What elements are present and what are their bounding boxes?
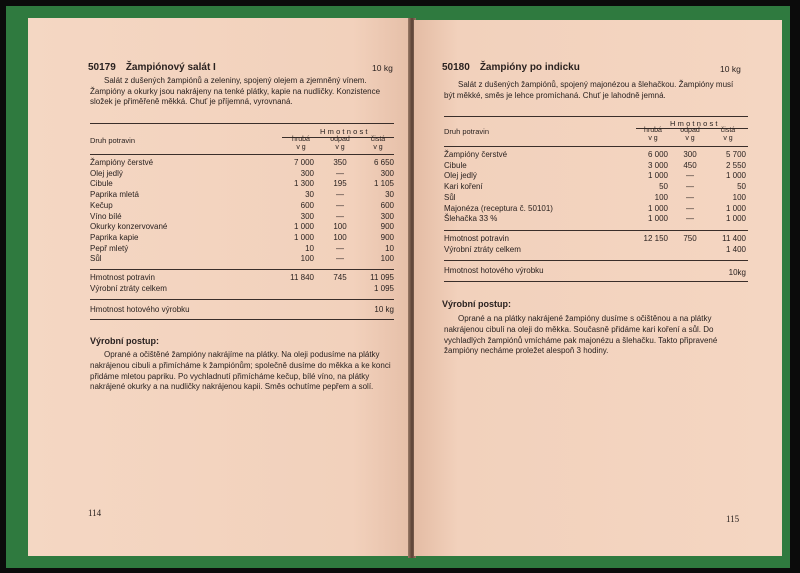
- net-value: 300: [380, 211, 394, 221]
- ingredient-name: Okurky konzervované: [90, 222, 168, 232]
- ingredient-name: Žampióny čerstvé: [444, 150, 508, 159]
- loss-label: Výrobní ztráty celkem: [444, 245, 521, 254]
- net-value: 1 000: [725, 214, 746, 224]
- net-value: 900: [380, 232, 394, 242]
- table-rule: [90, 269, 394, 270]
- recipe-name: Žampiónový salát I: [125, 62, 216, 73]
- waste-value: —: [336, 243, 344, 253]
- page-number: 115: [726, 514, 740, 524]
- table-rule: [444, 230, 748, 231]
- table-rule: [90, 154, 394, 155]
- header-gross: hrubá: [644, 127, 662, 134]
- waste-value: 350: [333, 158, 347, 167]
- header-unit: v g: [648, 135, 658, 142]
- total-gross: 11 840: [290, 273, 314, 282]
- ingredient-name: Sůl: [90, 254, 102, 264]
- waste-value: 450: [683, 160, 697, 170]
- gross-value: 100: [300, 254, 314, 264]
- header-net: čistá: [720, 127, 736, 134]
- table-rule: [90, 123, 394, 124]
- ingredient-name: Olej jedlý: [90, 168, 123, 178]
- net-value: 1 000: [725, 171, 746, 181]
- gross-value: 600: [300, 200, 314, 210]
- waste-value: 100: [333, 232, 347, 242]
- header-weight: Hmotnost: [320, 127, 370, 136]
- gross-value: 1 000: [647, 171, 668, 181]
- ingredient-name: Pepř mletý: [90, 243, 129, 253]
- right-page: [414, 20, 782, 556]
- procedure-text: Oprané a na plátky nakrájené žampióny dusíme s očištěnou a na plátky nakrájenou cibulí na oleji do měkka. Současně přidáme kari koření a sůl. Do vychladlých žampiónů vmícháme pak majonézu a šlehačku. Takto připravené žampióny necháme proležet alespoň 3 hodiny.: [444, 314, 718, 356]
- ingredient-name: Víno bílé: [90, 211, 122, 221]
- net-value: 5 700: [725, 150, 746, 159]
- total-gross: 12 150: [643, 234, 668, 243]
- header-unit: v g: [335, 144, 345, 151]
- total-waste: 745: [333, 273, 347, 282]
- waste-value: —: [336, 200, 344, 210]
- gross-value: 3 000: [647, 160, 668, 170]
- loss-label: Výrobní ztráty celkem: [90, 284, 167, 293]
- header-waste: odpad: [330, 136, 350, 143]
- waste-value: —: [336, 254, 344, 264]
- net-value: 50: [737, 182, 746, 192]
- ingredient-name: Olej jedlý: [444, 171, 477, 181]
- net-value: 900: [380, 222, 394, 232]
- net-value: 1 105: [373, 179, 394, 189]
- gross-value: 100: [654, 192, 668, 202]
- waste-value: 195: [333, 179, 347, 189]
- procedure-title: Výrobní postup:: [442, 299, 511, 309]
- ingredient-name: Šlehačka 33 %: [444, 214, 498, 224]
- header-unit: v g: [296, 144, 306, 151]
- header-unit: v g: [723, 135, 733, 142]
- table-rule: [444, 281, 748, 282]
- procedure-title: Výrobní postup:: [90, 336, 159, 346]
- waste-value: —: [686, 192, 694, 202]
- ingredient-name: Cibule: [90, 179, 113, 189]
- net-value: 100: [732, 192, 746, 202]
- total-net: 11 095: [370, 273, 394, 282]
- table-rule: [444, 260, 748, 261]
- loss-value: 1 095: [373, 284, 394, 293]
- final-label: Hmotnost hotového výrobku: [444, 266, 544, 275]
- recipe-title: [88, 62, 216, 73]
- ingredient-name: Paprika kapie: [90, 232, 139, 242]
- page-number: 114: [88, 508, 102, 518]
- ingredient-name: Sůl: [444, 192, 456, 202]
- header-net: čistá: [370, 136, 386, 143]
- waste-value: —: [686, 182, 694, 192]
- total-label: Hmotnost potravin: [444, 234, 509, 243]
- gross-value: 300: [300, 211, 314, 221]
- gross-value: 7 000: [293, 158, 314, 167]
- recipe-name: Žampióny po indicku: [479, 62, 580, 73]
- waste-value: —: [336, 190, 344, 200]
- recipe-yield: 10 kg: [372, 63, 393, 73]
- net-value: 10: [385, 243, 394, 253]
- final-value: 10kg: [728, 268, 746, 277]
- table-rule: [444, 116, 748, 117]
- gross-value: 300: [300, 168, 314, 178]
- gross-value: 1 000: [647, 203, 668, 213]
- waste-value: —: [686, 214, 694, 224]
- net-value: 1 000: [725, 203, 746, 213]
- header-weight: Hmotnost: [670, 119, 720, 128]
- gross-value: 1 000: [647, 214, 668, 224]
- procedure-text: Oprané a očištěné žampióny nakrájíme na plátky. Na oleji podusíme na plátky nakrájenou cibuli a přimícháme k žampiónům; společně dusíme do měkka a ke konci přidáme mletou papriku. Po vychladnutí přimícháme kečup, bílé víno, na plátky nakrájené okurky a na nudličky nakrájenou kapii. Směs ochutíme pepřem a solí.: [90, 350, 391, 392]
- ingredient-name: Cibule: [444, 160, 467, 170]
- net-value: 30: [385, 190, 394, 200]
- net-value: 600: [380, 200, 394, 210]
- gross-value: 1 000: [293, 232, 314, 242]
- waste-value: —: [686, 203, 694, 213]
- recipe-code: 50179: [88, 62, 116, 73]
- recipe-yield: 10 kg: [720, 64, 741, 74]
- final-label: Hmotnost hotového výrobku: [90, 305, 190, 314]
- total-label: Hmotnost potravin: [90, 273, 155, 282]
- ingredient-name: Paprika mletá: [90, 190, 139, 200]
- header-waste: odpad: [680, 127, 700, 134]
- gross-value: 30: [305, 190, 314, 200]
- waste-value: —: [336, 211, 344, 221]
- gross-value: 1 000: [293, 222, 314, 232]
- left-page: [28, 18, 410, 556]
- ingredient-name: Žampióny čerstvé: [90, 158, 154, 167]
- loss-value: 1 400: [725, 245, 746, 254]
- net-value: 6 650: [373, 158, 394, 167]
- net-value: 2 550: [725, 160, 746, 170]
- waste-value: 300: [683, 150, 697, 159]
- ingredient-name: Kari koření: [444, 182, 483, 192]
- header-unit: v g: [373, 144, 383, 151]
- recipe-intro: Salát z dušených žampiónů, spojený majonézou a šlehačkou. Žampióny musí být měkké, směs je lehce promíchaná. Chuť je lahodně jemná.: [444, 80, 734, 100]
- header-unit: v g: [685, 135, 695, 142]
- recipe-code: 50180: [442, 62, 470, 73]
- table-rule: [90, 299, 394, 300]
- table-rule: [444, 146, 748, 147]
- header-item: Druh potravin: [444, 127, 490, 136]
- ingredient-name: Majonéza (receptura č. 50101): [444, 203, 553, 213]
- gross-value: 1 300: [293, 179, 314, 189]
- net-value: 300: [380, 168, 394, 178]
- ingredient-name: Kečup: [90, 200, 113, 210]
- final-value: 10 kg: [374, 305, 394, 314]
- total-waste: 750: [683, 234, 697, 243]
- gross-value: 6 000: [647, 150, 668, 159]
- net-value: 100: [380, 254, 394, 264]
- total-net: 11 400: [722, 234, 746, 243]
- recipe-intro: Salát z dušených žampiónů a zeleniny, spojený olejem a zjemněný vínem. Žampióny a okurky jsou nakrájeny na tenké plátky, kapie na nudličky. Konzistence složek je přiměřeně měkká. Chuť je příjemná, vyrovnaná.: [90, 76, 381, 107]
- waste-value: —: [686, 171, 694, 181]
- recipe-title: [442, 62, 580, 73]
- waste-value: —: [336, 168, 344, 178]
- header-gross: hrubá: [292, 136, 310, 143]
- gross-value: 50: [659, 182, 668, 192]
- gross-value: 10: [305, 243, 314, 253]
- header-item: Druh potravin: [90, 136, 136, 145]
- table-rule: [90, 319, 394, 320]
- waste-value: 100: [333, 222, 347, 232]
